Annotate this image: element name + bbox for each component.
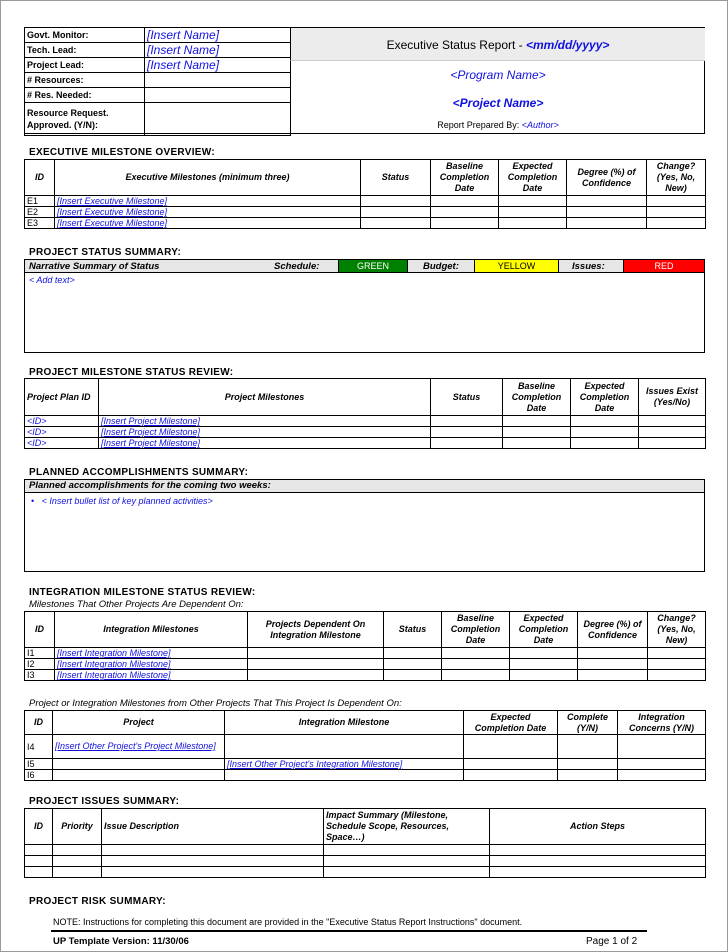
col-issues-exist: Issues Exist (Yes/No) [639,379,706,416]
budget-status-badge: YELLOW [474,260,559,272]
col-expected-date: Expected Completion Date [510,612,578,648]
header-left-table [24,27,291,136]
integration-subtitle: Milestones That Other Projects Are Dependent On: [29,599,244,610]
exec-milestone-link[interactable]: [Insert Executive Milestone] [55,218,361,229]
exec-milestone-section-title: EXECUTIVE MILESTONE OVERVIEW: [29,147,215,158]
footer-note: NOTE: Instructions for completing this document are provided in the "Executive Status Report Instructions" document. [53,917,523,927]
exec-milestone-link[interactable]: [Insert Executive Milestone] [55,196,361,207]
col-impact-summary: Impact Summary (Milestone, Schedule Scope, Resources, Space…) [324,809,490,845]
header-block [24,27,705,134]
col-plan-id: Project Plan ID [25,379,99,416]
resources-label: # Resources: [25,73,145,88]
col-status: Status [384,612,442,648]
row-id[interactable]: <ID> [25,416,99,427]
col-action-steps: Action Steps [490,809,706,845]
footer-divider [51,930,647,932]
col-exec-milestones: Executive Milestones (minimum three) [55,160,361,196]
prepared-by-value[interactable]: <Author> [521,120,559,130]
res-needed-label: # Res. Needed: [25,88,145,103]
table-row [25,867,706,878]
planned-section-title: PLANNED ACCOMPLISHMENTS SUMMARY: [29,467,249,478]
schedule-label: Schedule: [274,261,320,272]
col-expected-date: Expected Completion Date [499,160,567,196]
tech-lead-value[interactable]: [Insert Name] [145,43,291,58]
project-name[interactable]: <Project Name> [452,96,544,110]
col-confidence: Degree (%) of Confidence [578,612,648,648]
status-summary-bar [25,260,704,273]
exec-milestone-link[interactable]: [Insert Executive Milestone] [55,207,361,218]
other-integration-milestone-link[interactable]: [Insert Other Project's Integration Milestone] [225,759,464,770]
integration-table [24,611,706,681]
budget-label: Budget: [423,261,459,272]
narrative-label: Narrative Summary of Status [29,261,160,272]
col-project-milestones: Project Milestones [99,379,431,416]
status-summary-box [24,259,705,353]
col-integration-milestone: Integration Milestone [225,711,464,735]
project-milestone-link[interactable]: [Insert Project Milestone] [99,438,431,449]
col-baseline-date: Baseline Completion Date [442,612,510,648]
dependency-project [53,770,225,781]
issues-section-title: PROJECT ISSUES SUMMARY: [29,796,180,807]
project-lead-label: Project Lead: [25,58,145,73]
integration-milestone-link[interactable]: [Insert Integration Milestone] [55,659,248,670]
row-id: E3 [25,218,55,229]
exec-milestone-table [24,159,706,229]
issues-status-badge: RED [623,260,704,272]
status-summary-section-title: PROJECT STATUS SUMMARY: [29,247,182,258]
schedule-status-badge: GREEN [338,260,408,272]
row-id: I3 [25,670,55,681]
issues-table [24,808,706,878]
resource-request-value[interactable] [145,103,291,136]
dependency-milestone [225,770,464,781]
table-row [25,427,706,438]
col-integration-milestones: Integration Milestones [55,612,248,648]
col-id: ID [25,612,55,648]
dependencies-subtitle: Project or Integration Milestones from Other Projects That This Project Is Dependent On: [29,698,402,709]
table-row [25,735,706,759]
page-number: Page 1 of 2 [586,936,638,947]
table-row [25,218,706,229]
template-version: UP Template Version: 11/30/06 [53,936,189,947]
dependency-project [53,759,225,770]
col-change: Change? (Yes, No, New) [648,612,706,648]
project-milestone-link[interactable]: [Insert Project Milestone] [99,427,431,438]
header-title-lower [290,61,705,134]
col-confidence: Degree (%) of Confidence [567,160,647,196]
planned-bullet-item[interactable] [31,496,213,506]
report-date[interactable]: <mm/dd/yyyy> [526,38,610,52]
row-id: I6 [25,770,53,781]
integration-milestone-link[interactable]: [Insert Integration Milestone] [55,648,248,659]
prepared-by-line [291,120,705,130]
row-id: E2 [25,207,55,218]
table-row [25,845,706,856]
col-status: Status [361,160,431,196]
prepared-by-label: Report Prepared By: [437,120,520,130]
row-id: I1 [25,648,55,659]
program-name[interactable]: <Program Name> [450,68,546,82]
table-row [25,856,706,867]
row-id: I4 [25,735,53,759]
col-status: Status [431,379,503,416]
table-row [25,207,706,218]
table-row [25,770,706,781]
table-row [25,670,706,681]
col-id: ID [25,809,53,845]
col-baseline-date: Baseline Completion Date [503,379,571,416]
integration-milestone-link[interactable]: [Insert Integration Milestone] [55,670,248,681]
project-milestone-link[interactable]: [Insert Project Milestone] [99,416,431,427]
col-issue-description: Issue Description [102,809,324,845]
issues-label: Issues: [572,261,605,272]
govt-monitor-label: Govt. Monitor: [25,28,145,43]
col-expected-date: Expected Completion Date [464,711,558,735]
row-id[interactable]: <ID> [25,438,99,449]
col-baseline-date: Baseline Completion Date [431,160,499,196]
planned-bullet-text: < Insert bullet list of key planned activities> [41,496,213,506]
col-id: ID [25,160,55,196]
table-row [25,648,706,659]
project-milestone-section-title: PROJECT MILESTONE STATUS REVIEW: [29,367,234,378]
table-row [25,438,706,449]
resource-request-label-1: Resource Request. [27,108,109,118]
report-title: Executive Status Report - [386,38,523,52]
project-milestone-table [24,378,706,449]
add-text-placeholder[interactable]: < Add text> [29,275,75,285]
row-id[interactable]: <ID> [25,427,99,438]
dependency-milestone [225,735,464,759]
row-id: E1 [25,196,55,207]
col-id: ID [25,711,53,735]
header-title-box [290,28,705,61]
col-priority: Priority [53,809,102,845]
risk-section-title: PROJECT RISK SUMMARY: [29,896,166,907]
resource-request-label-2: Approved. (Y/N): [27,120,98,130]
col-integration-concerns: Integration Concerns (Y/N) [618,711,706,735]
row-id: I5 [25,759,53,770]
table-row [25,416,706,427]
integration-section-title: INTEGRATION MILESTONE STATUS REVIEW: [29,587,256,598]
col-expected-date: Expected Completion Date [571,379,639,416]
bullet-icon: • [31,496,42,506]
table-row [25,659,706,670]
table-row [25,759,706,770]
col-dependent-projects: Projects Dependent On Integration Milestone [248,612,384,648]
col-complete: Complete (Y/N) [558,711,618,735]
row-id: I2 [25,659,55,670]
resources-value[interactable] [145,73,291,88]
col-change: Change? (Yes, No, New) [647,160,706,196]
govt-monitor-value[interactable]: [Insert Name] [145,28,291,43]
project-lead-value[interactable]: [Insert Name] [145,58,291,73]
planned-box [24,479,705,572]
other-project-milestone-link[interactable]: [Insert Other Project's Project Milestone] [53,735,225,759]
res-needed-value[interactable] [145,88,291,103]
table-row [25,196,706,207]
planned-subheader: Planned accomplishments for the coming two weeks: [25,480,704,493]
tech-lead-label: Tech. Lead: [25,43,145,58]
col-project: Project [53,711,225,735]
dependencies-table [24,710,706,781]
